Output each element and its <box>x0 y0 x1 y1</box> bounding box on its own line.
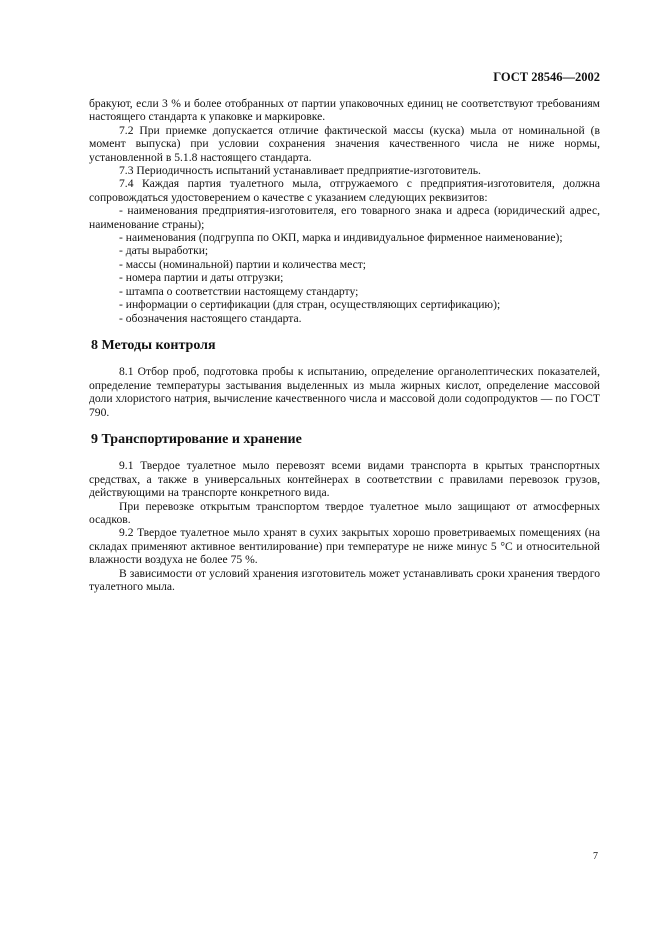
document-code-header: ГОСТ 28546—2002 <box>493 70 600 84</box>
list-item: - информации о сертификации (для стран, осуществляющих сертификацию); <box>119 298 501 312</box>
list-item: - наименования (подгруппа по ОКП, марка и индивидуальное фирменное наименование); <box>119 231 563 245</box>
list-item: - наименования предприятия-изготовителя, его товарного знака и адреса (юридический адрес, наименование страны); <box>89 204 600 231</box>
list-item: - даты выработки; <box>119 244 209 258</box>
section-9-heading: 9 Транспортирование и хранение <box>91 431 302 447</box>
paragraph-7-1-continuation: бракуют, если 3 % и более отобранных от партии упаковочных единиц не соответствуют требованиям настоящего стандарта к упаковке и маркировке. <box>89 97 600 124</box>
paragraph-9-1-open-transport: При перевозке открытым транспортом твердое туалетное мыло защищают от атмосферных осадков. <box>89 499 600 526</box>
list-item: - обозначения настоящего стандарта. <box>119 311 302 325</box>
page-number: 7 <box>593 851 598 862</box>
document-body <box>89 97 600 593</box>
paragraph-9-2-storage-terms: В зависимости от условий хранения изготовитель может устанавливать сроки хранения твердого туалетного мыла. <box>89 566 600 593</box>
paragraph-7-2: 7.2 При приемке допускается отличие фактической массы (куска) мыла от номинальной (в момент выпуска) при условии сохранения значения качественного числа не ниже нормы, установленной в 5.1.8 настоящего стандарта. <box>89 123 600 164</box>
list-item: - штампа о соответствии настоящему стандарту; <box>119 284 359 298</box>
paragraph-7-4: 7.4 Каждая партия туалетного мыла, отгружаемого с предприятия-изготовителя, должна сопровождаться удостоверением о качестве с указанием следующих реквизитов: <box>89 177 600 204</box>
list-item: - массы (номинальной) партии и количества мест; <box>119 257 367 271</box>
section-8-heading: 8 Методы контроля <box>91 337 216 353</box>
paragraph-9-1: 9.1 Твердое туалетное мыло перевозят всеми видами транспорта в крытых транспортных средствах, а также в универсальных контейнерах в соответствии с правилами перевозок грузов, действующими на транспорте конкретного вида. <box>89 459 600 500</box>
list-item: - номера партии и даты отгрузки; <box>119 271 284 285</box>
paragraph-9-2: 9.2 Твердое туалетное мыло хранят в сухих закрытых хорошо проветриваемых помещениях (на складах применяют активное вентилирование) при температуре не ниже минус 5 °С и относительной влажности воздуха не более 75 %. <box>89 526 600 567</box>
paragraph-8-1: 8.1 Отбор проб, подготовка пробы к испытанию, определение органолептических показателей, определение температуры застывания выделенных из мыла жирных кислот, определение массовой доли хлористого натрия, вычисление качественного числа и массовой доли содопродуктов — по ГОСТ 790. <box>89 365 600 419</box>
requisites-list <box>89 204 600 325</box>
paragraph-7-3: 7.3 Периодичность испытаний устанавливает предприятие-изготовитель. <box>119 164 481 178</box>
